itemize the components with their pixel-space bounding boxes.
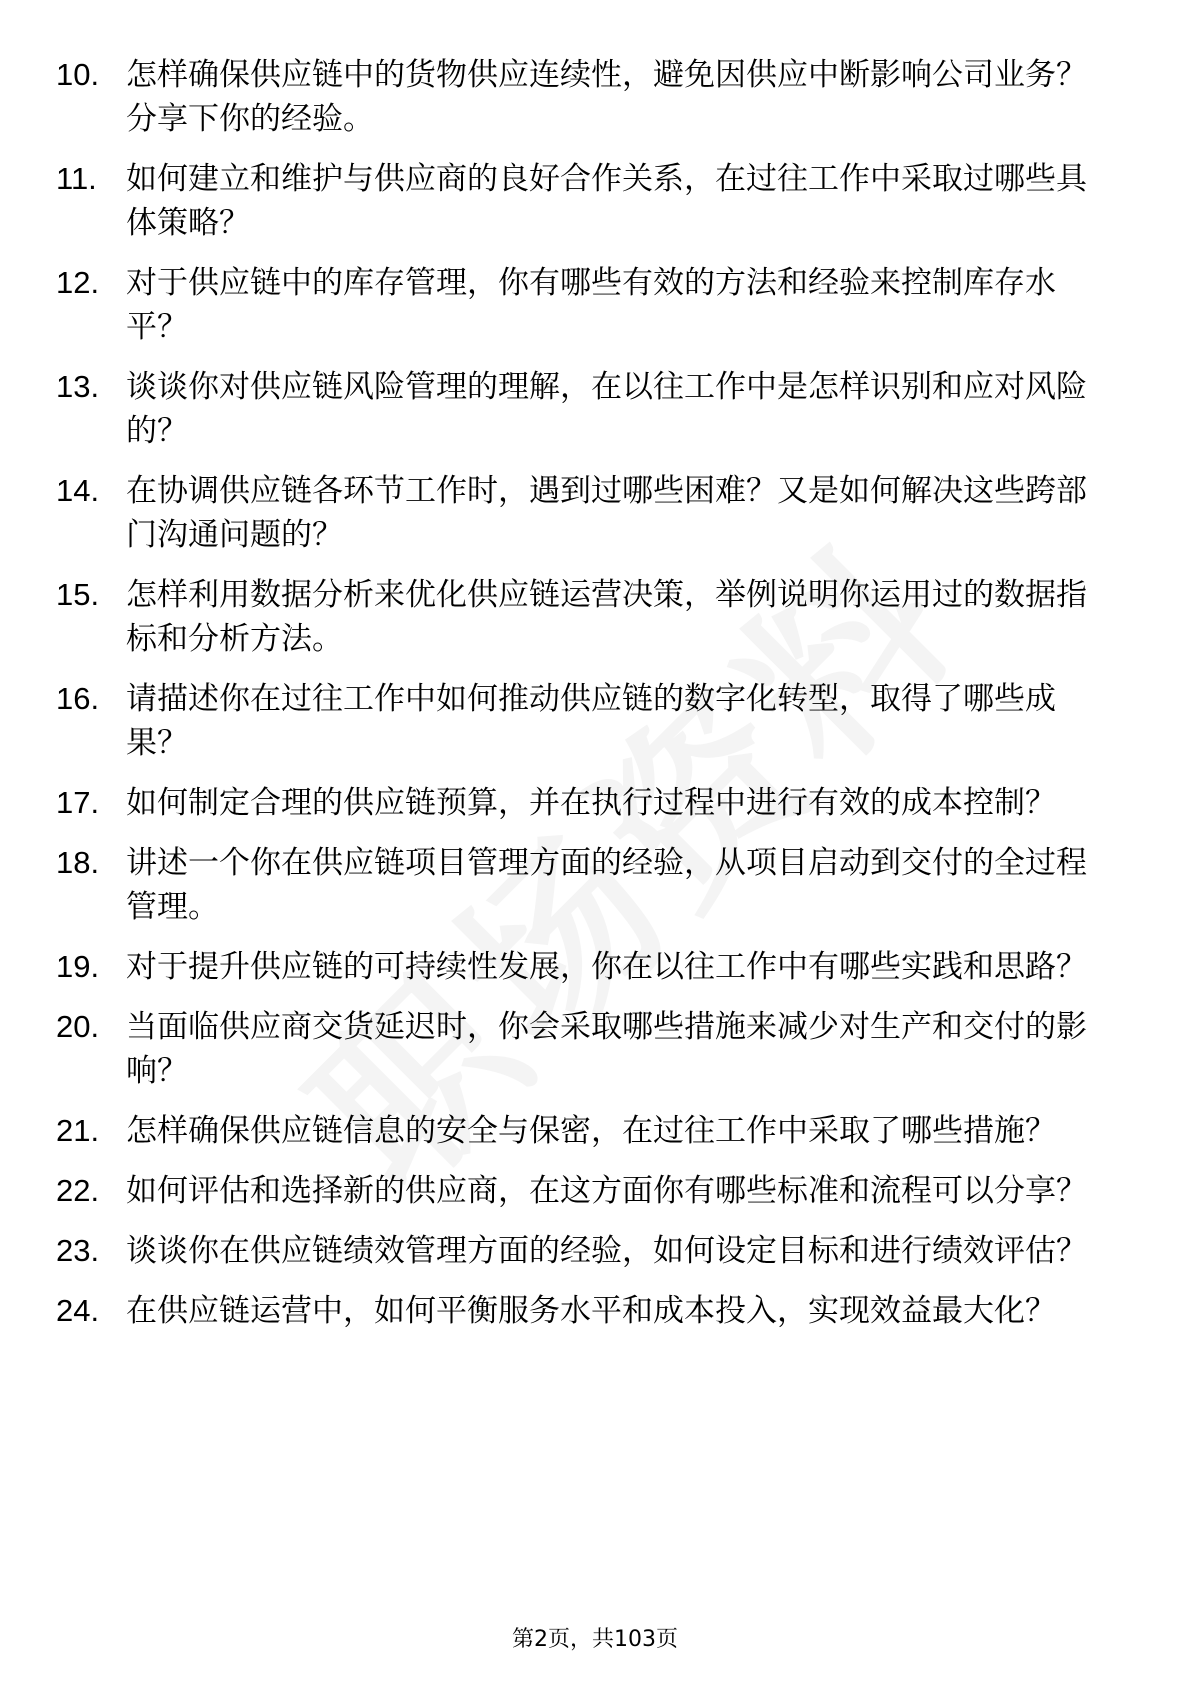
list-item: [56, 1109, 1116, 1153]
question-number: 14.: [56, 473, 100, 508]
list-item: [56, 469, 1116, 557]
list-item: [56, 53, 1116, 141]
question-text: 当面临供应商交货延迟时，你会采取哪些措施来减少对生产和交付的影响？: [126, 1009, 1087, 1089]
question-number: 23.: [56, 1233, 100, 1268]
question-number: 17.: [56, 785, 100, 820]
question-text: 谈谈你对供应链风险管理的理解，在以往工作中是怎样识别和应对风险的？: [126, 369, 1087, 449]
question-text: 怎样确保供应链中的货物供应连续性，避免因供应中断影响公司业务？分享下你的经验。: [126, 57, 1087, 137]
question-text: 如何建立和维护与供应商的良好合作关系，在过往工作中采取过哪些具体策略？: [126, 161, 1087, 241]
question-list: [56, 53, 1116, 1349]
list-item: [56, 1005, 1116, 1093]
question-text: 在协调供应链各环节工作时，遇到过哪些困难？又是如何解决这些跨部门沟通问题的？: [126, 473, 1087, 553]
list-item: [56, 157, 1116, 245]
page-number-label: 第2页，共103页: [512, 1627, 678, 1652]
question-number: 22.: [56, 1173, 100, 1208]
list-item: [56, 261, 1116, 349]
list-item: [56, 781, 1116, 825]
question-number: 19.: [56, 949, 100, 984]
question-text: 怎样利用数据分析来优化供应链运营决策，举例说明你运用过的数据指标和分析方法。: [126, 577, 1087, 657]
question-number: 11.: [56, 161, 97, 196]
question-number: 20.: [56, 1009, 100, 1044]
question-text: 在供应链运营中，如何平衡服务水平和成本投入，实现效益最大化？: [126, 1293, 1056, 1329]
list-item: [56, 677, 1116, 765]
question-text: 对于供应链中的库存管理，你有哪些有效的方法和经验来控制库存水平？: [126, 265, 1056, 345]
question-text: 讲述一个你在供应链项目管理方面的经验，从项目启动到交付的全过程管理。: [126, 845, 1087, 925]
list-item: [56, 841, 1116, 929]
question-text: 怎样确保供应链信息的安全与保密，在过往工作中采取了哪些措施？: [126, 1113, 1056, 1149]
list-item: [56, 365, 1116, 453]
list-item: [56, 1169, 1116, 1213]
question-text: 如何制定合理的供应链预算，并在执行过程中进行有效的成本控制？: [126, 785, 1056, 821]
question-number: 13.: [56, 369, 100, 404]
page-footer: [0, 1625, 1190, 1655]
question-number: 21.: [56, 1113, 100, 1148]
list-item: [56, 945, 1116, 989]
question-text: 谈谈你在供应链绩效管理方面的经验，如何设定目标和进行绩效评估？: [126, 1233, 1087, 1269]
question-number: 16.: [56, 681, 100, 716]
question-number: 15.: [56, 577, 100, 612]
question-number: 10.: [56, 57, 100, 92]
question-number: 12.: [56, 265, 100, 300]
question-text: 如何评估和选择新的供应商，在这方面你有哪些标准和流程可以分享？: [126, 1173, 1087, 1209]
question-text: 对于提升供应链的可持续性发展，你在以往工作中有哪些实践和思路？: [126, 949, 1087, 985]
list-item: [56, 1229, 1116, 1273]
question-number: 18.: [56, 845, 100, 880]
question-number: 24.: [56, 1293, 100, 1328]
list-item: [56, 573, 1116, 661]
question-text: 请描述你在过往工作中如何推动供应链的数字化转型，取得了哪些成果？: [126, 681, 1056, 761]
list-item: [56, 1289, 1116, 1333]
